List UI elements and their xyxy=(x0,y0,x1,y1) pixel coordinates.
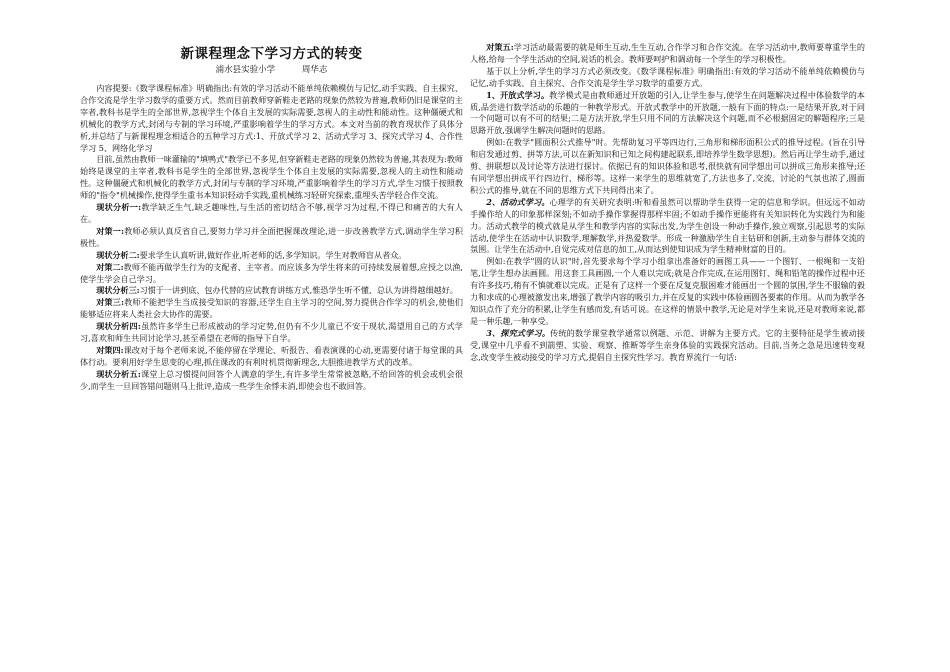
paragraph xyxy=(80,262,463,286)
paragraph-text: 内容提要:《数学课程标准》明确指出:有效的学习活动不能单纯依赖模仿与记忆,动手实践、自主探究、合作交流是学生学习数学的重要方式。然而目前教师穿新鞋走老路的现象仍然较为普遍,教师仍旧是课堂的主宰者,教科书是学生的全部世界,忽视学生个体自主发展的实际需要,忽视人的主动性和能动性。这种僵硬式和机械化的教学方式,封闭与专制的学习环境,严重影响着学生的学习方式。本文对当前的教育现状作了具体分析,并总结了与新课程理念相适合的五种学习方式:1、开放式学习 2、活动式学习 3、探究式学习 4、合作性学习 5、网络化学习 xyxy=(80,83,463,153)
paragraph-label: 对策一: xyxy=(96,225,124,236)
paragraph-label: 对策三: xyxy=(96,297,124,308)
paragraph-label: 2、活动式学习。 xyxy=(486,196,550,207)
paragraph-text: 例如:在教学"圆的认识"时,首先要求每个学习小组拿出准备好的画图工具——一个图钉、一根绳和一支铅笔,让学生想办法画圆。用这套工具画圆,一个人难以完成;就是合作完成,在运用图钉、绳和铅笔的操作过程中还有许多技巧,稍有不慎就难以完成。正是有了这样一个要在反复克服困难才能画出一个圆的氛围,学生不服输的毅力和求成的心理被激发出来,增强了教学内容的吸引力,并在反复的实践中体验画圆各要素的作用。从而为教学各知识点作了充分的积累,让学生有感而发,有话可说。在这样的情景中教学,无论是对学生来说,还是对教师来说,都是一种乐趣,一种享受。 xyxy=(470,256,865,326)
paragraph xyxy=(470,328,865,364)
paragraph-text: 课改对于每个老师来说,不能停留在学理论、听报告、看表演课的心动,更需要付诸于每堂课的具体行动。要利用好学生思变的心理,抓住课改的有利时机贯彻新理念,大胆推进教学方式的改革。 xyxy=(80,344,463,367)
paragraph-text: 教学缺乏生气,缺乏趣味性,与生活的密切结合不够,视学习为过程,不得已和痛苦的大有人在。 xyxy=(80,202,463,224)
paragraph xyxy=(80,202,463,226)
paragraph xyxy=(80,285,463,297)
paragraph xyxy=(80,83,463,154)
paragraph-label: 现状分析三: xyxy=(96,285,140,296)
paragraph-label: 对策二: xyxy=(96,261,124,272)
paragraph-text: 例如:在教学"圆面积公式推导"时。先帮助复习平等四边行,三角形和梯形面积公式的推导过程。(旨在引导和启发通过剪、拼等方法,可以在新知识和已知之间构建起联系,即培养学生数学思想)。然后再让学生动手,通过剪、拼联想以及讨论等方法进行探讨。依据已有的知识体验和思考,很快就有同学想出可以拼成三角形来推导;还有同学想出拼成平行四边行、梯形等。这样一来学生的思维就宽了,方法也多了,交流、讨论的气氛也浓了,圆面积公式的推导,就在不同的思维方式下共同得出来了。 xyxy=(470,137,865,195)
paragraph-label: 3、探究式学习。 xyxy=(486,327,551,338)
paragraph-label: 对策四: xyxy=(96,344,124,355)
paragraph-text: 传统的数学课堂教学通常以例题、示范、讲解为主要方式。它的主要特征是学生被动接受,课堂中几乎看不到箭塑、实验、观察、推断等学生亲身体验的实践探究活动。目前,当务之急是迅速转变观念,改变学生被动接受的学习方式,提倡自主探究性学习。教育界流行一句话: xyxy=(470,327,865,362)
paragraph xyxy=(80,250,463,262)
document-title: 新课程理念下学习方式的转变 xyxy=(180,46,363,62)
paragraph-text: 教学模式是由教师通过开放题的引入,让学生参与,使学生在问题解决过程中体验数学的本质,品尝进行数学活动的乐趣的一种教学形式。开放式教学中的开放题,一般有下面的特点:一是结果开放,对于同一个问题可以有不可的结果;二是方法开放,学生只用不同的方法解决这个问题,而不必根据固定的解题程序;三是思路开放,强调学生解决问题时的思路。 xyxy=(470,89,865,136)
paragraph-label: 现状分析二: xyxy=(96,249,140,260)
paragraph-label: 现状分析一: xyxy=(96,202,142,213)
paragraph xyxy=(470,90,865,138)
right-column xyxy=(470,42,865,602)
left-column xyxy=(80,40,463,650)
paragraph-text: 目前,虽然由教师一味灌输的"填鸭式"教学已不多见,但穿新鞋走老路的现象仍然较为普遍,其表现为:教师始终是课堂的主宰者,教科书是学生的全部世界,忽视学生个体自主发展的实际需要,忽视人的主动性和能动性。这种僵硬式和机械化的教学方式,封闭与专制的学习环境,严重影响着学生的学习方式,学生习惯于按照教师的"指令"机械操作,使得学生重书本知识轻动手实践,重机械练习轻研究探索,重埋头苦学轻合作交流。 xyxy=(80,154,463,201)
paragraph-text: 教师不能再做学生行为的支配者、主宰者。而应该多为学生将来的可持续发展着想,应授之以渔,使学生学会自己学习。 xyxy=(80,261,463,284)
paragraph-label: 1、开放式学习。 xyxy=(486,89,550,100)
paragraph-text: 习惯于一讲到底、包办代替的应试教育讲练方式,惟恐学生听不懂、总认为讲得越细越好。 xyxy=(139,285,458,296)
paragraph xyxy=(80,321,463,345)
paragraph xyxy=(470,256,865,327)
paragraph-text: 教师必须认真反省自己,要努力学习并全面把握课改理论,进一步改善教学方式,调动学生学习积极性。 xyxy=(80,225,463,248)
paragraph-text: 教师不能把学生当成接受知识的容器,还学生自主学习的空间,努力提供合作学习的机会,使他们能够适应将来人类社会大协作的需要。 xyxy=(80,297,463,320)
paragraph xyxy=(80,226,463,250)
paragraph xyxy=(470,137,865,197)
paragraph-text: 基于以上分析,学生的学习方式必须改变。《数学课程标准》明确指出:有效的学习活动不能单纯依赖模仿与记忆,动手实践、自主探究、合作交流是学生学习数学的重要方式。 xyxy=(470,65,865,88)
paragraph xyxy=(470,197,865,257)
author-name: 周华志 xyxy=(301,65,328,75)
paragraph-text: 学习活动最需要的就是师生互动,生生互动,合作学习和合作交流。在学习活动中,教师要尊重学生的人格,给每一个学生活动的空间,说话的机会。教师要呵护和调动每一个学生的学习积极性。 xyxy=(470,42,865,64)
school-name: 浦水县实验小学 xyxy=(215,65,276,75)
paragraph-label: 现状分析五: xyxy=(96,368,141,379)
paragraph xyxy=(80,345,463,369)
paragraph-text: 要求学生认真听讲,做好作业,听老师的话,多学知识。学生对教师盲从者众。 xyxy=(139,249,407,260)
paragraph xyxy=(80,154,463,202)
paragraph-text: 虽然许多学生已形成被动的学习定势,但仍有不少儿童已不安于现状,渴望用自己的方式学习,喜欢和师生共同讨论学习,甚至希望在老师的指导下自学。 xyxy=(80,321,463,344)
paragraph xyxy=(80,369,463,393)
paragraph-text: 课堂上总习惯提问回答个人满意的学生,有许多学生常常被忽略,不给回答的机会或机会很少,而学生一旦回答错问题则马上批评,造成一些学生余悸未消,即使会也不敢回答。 xyxy=(80,368,463,391)
paragraph xyxy=(470,42,865,66)
paragraph xyxy=(470,66,865,90)
paragraph-label: 现状分析四: xyxy=(96,321,141,332)
paragraph-label: 对策五: xyxy=(486,42,514,52)
paragraph-text: 心理学的有关研究表明:听和看虽然可以帮助学生获得一定的信息和学识。但远远不如动手操作给人的印象那样深刻;不如动手操作掌握得那样牢固;不如动手操作更能将有关知识转化为实践行为和能力。活动式教学的模式就是从学生和教学内容的实际出发,为学生创设一种动手操作,独立观察,引起思考的实际活动,使学生在活动中认识数学,理解数学,并热爱数学。形成一种激励学生自主钻研和创新,主动参与群体交流的氛围。让学生在活动中,自觉完成对信息的加工,从而达到使知识成为学生精神财富的目的。 xyxy=(470,196,865,255)
paragraph xyxy=(80,297,463,321)
author-line xyxy=(80,64,463,77)
